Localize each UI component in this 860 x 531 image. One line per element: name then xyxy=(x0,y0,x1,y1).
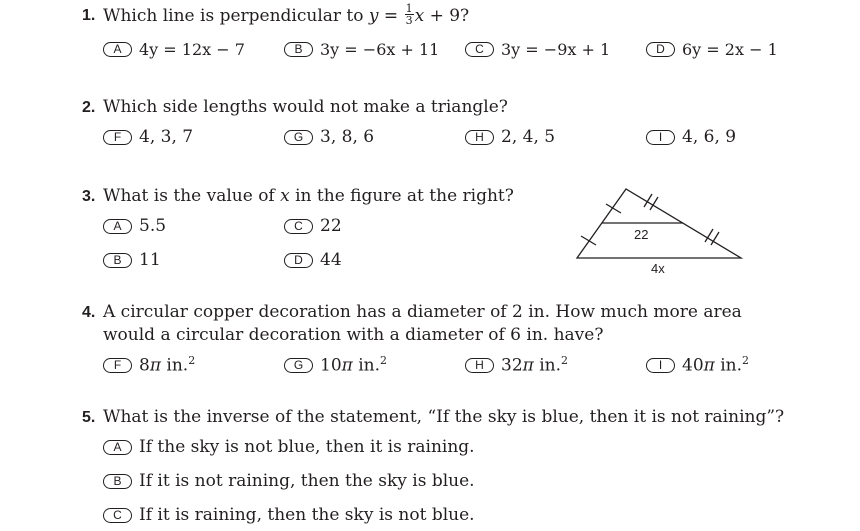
choice-d[interactable] xyxy=(646,39,778,59)
midsegment-label: 22 xyxy=(634,227,649,242)
choice-a[interactable] xyxy=(103,39,245,59)
choice-c[interactable] xyxy=(465,39,610,59)
question-stem: Which line is perpendicular to y = $\frac{1}{3}$ x + 9? xyxy=(103,2,470,27)
answer-bubble[interactable]: B xyxy=(284,42,313,57)
answer-bubble[interactable]: H xyxy=(465,358,494,373)
choice-text: 4y = 12x − 7 xyxy=(139,39,245,59)
question-number: 4. xyxy=(82,304,96,321)
triangle-figure xyxy=(570,182,750,282)
question-stem: What is the inverse of the statement, “If the sky is blue, then it is not raining”? xyxy=(103,407,785,427)
answer-bubble[interactable]: B xyxy=(103,474,132,489)
choice-text: If it is not raining, then the sky is blue. xyxy=(139,471,475,491)
choice-text: 6y = 2x − 1 xyxy=(682,39,778,59)
question-stem: What is the value of x in the figure at the right? xyxy=(103,186,514,206)
choice-text: 32π in.$^2$ xyxy=(501,354,569,376)
choice-c[interactable] xyxy=(103,505,475,525)
choice-a[interactable] xyxy=(103,216,166,236)
question-number: 2. xyxy=(82,99,96,116)
choice-text: 3y = −9x + 1 xyxy=(501,39,611,59)
answer-bubble[interactable]: A xyxy=(103,42,132,57)
choice-b[interactable] xyxy=(103,471,475,491)
question-number: 1. xyxy=(82,7,96,24)
choice-h[interactable] xyxy=(465,127,555,147)
base-label: 4x xyxy=(651,261,665,276)
choice-text: 3, 8, 6 xyxy=(320,127,375,147)
choice-i[interactable] xyxy=(646,127,736,147)
choice-i[interactable] xyxy=(646,355,749,375)
answer-bubble[interactable]: G xyxy=(284,130,313,145)
choice-b[interactable] xyxy=(284,39,439,59)
answer-bubble[interactable]: A xyxy=(103,219,132,234)
choice-text: If the sky is not blue, then it is raining. xyxy=(139,437,475,457)
choice-c[interactable] xyxy=(284,216,342,236)
question-number: 5. xyxy=(82,409,96,426)
choice-text: 10π in.$^2$ xyxy=(320,354,388,376)
answer-bubble[interactable]: C xyxy=(465,42,494,57)
choice-g[interactable] xyxy=(284,355,387,375)
choice-text: If it is raining, then the sky is not blue. xyxy=(139,505,475,525)
answer-bubble[interactable]: B xyxy=(103,253,132,268)
choice-text: 8π in.$^2$ xyxy=(139,354,196,376)
answer-bubble[interactable]: F xyxy=(103,130,132,145)
answer-bubble[interactable]: D xyxy=(646,42,675,57)
choice-text: 5.5 xyxy=(139,216,167,236)
question-stem-line-2: would a circular decoration with a diameter of 6 in. have? xyxy=(103,325,604,345)
question-stem-line-1: A circular copper decoration has a diameter of 2 in. How much more area xyxy=(103,302,742,322)
choice-text: 2, 4, 5 xyxy=(501,127,556,147)
choice-text: 44 xyxy=(320,250,342,270)
answer-bubble[interactable]: C xyxy=(284,219,313,234)
choice-b[interactable] xyxy=(103,250,161,270)
choice-g[interactable] xyxy=(284,127,374,147)
choice-d[interactable] xyxy=(284,250,342,270)
choice-text: 11 xyxy=(139,250,161,270)
choice-f[interactable] xyxy=(103,127,193,147)
choice-h[interactable] xyxy=(465,355,568,375)
answer-bubble[interactable]: F xyxy=(103,358,132,373)
answer-bubble[interactable]: H xyxy=(465,130,494,145)
choice-text: 4, 6, 9 xyxy=(682,127,737,147)
choice-text: 4, 3, 7 xyxy=(139,127,194,147)
question-stem: Which side lengths would not make a triangle? xyxy=(103,97,508,117)
choice-f[interactable] xyxy=(103,355,195,375)
answer-bubble[interactable]: D xyxy=(284,253,313,268)
tick-mark xyxy=(606,204,621,213)
answer-bubble[interactable]: G xyxy=(284,358,313,373)
choice-text: 40π in.$^2$ xyxy=(682,354,750,376)
answer-bubble[interactable]: A xyxy=(103,440,132,455)
fraction: $\frac{1}{3}$ xyxy=(405,2,413,27)
answer-bubble[interactable]: I xyxy=(646,358,675,373)
tick-mark xyxy=(581,236,596,245)
choice-text: 3y = −6x + 11 xyxy=(320,39,440,59)
answer-bubble[interactable]: I xyxy=(646,130,675,145)
choice-a[interactable] xyxy=(103,437,475,457)
question-number: 3. xyxy=(82,188,96,205)
choice-text: 22 xyxy=(320,216,342,236)
answer-bubble[interactable]: C xyxy=(103,508,132,523)
